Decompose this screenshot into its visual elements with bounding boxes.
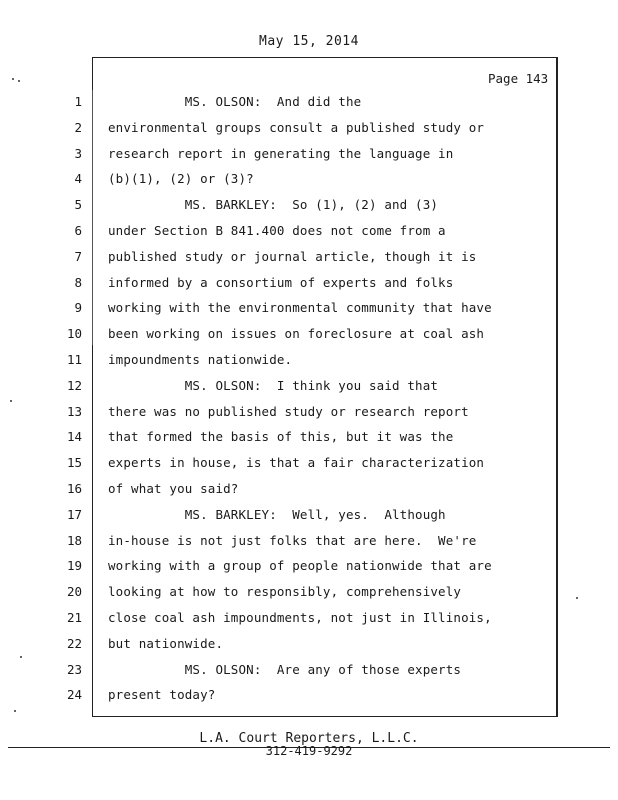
line-text: research report in generating the language in (108, 145, 454, 161)
line-text: environmental groups consult a published study or (108, 119, 485, 135)
line-text: MS. OLSON: Are any of those experts (108, 661, 462, 677)
line-number: 22 (66, 635, 82, 651)
line-number: 1 (74, 94, 82, 109)
line-number: 23 (66, 661, 82, 677)
line-number: 7 (74, 248, 82, 264)
line-number: 21 (66, 610, 82, 625)
line-text: (b)(1), (2) or (3)? (108, 171, 254, 187)
line-number: 3 (74, 145, 82, 161)
scan-speck (10, 400, 12, 402)
line-text: MS. OLSON: I think you said that (108, 377, 439, 393)
line-number: 20 (66, 584, 82, 600)
scan-speck (18, 80, 20, 82)
line-text: published study or journal article, though it is (108, 248, 477, 264)
scan-speck (14, 710, 16, 712)
line-text: looking at how to responsibly, comprehensively (108, 584, 462, 600)
line-text: experts in house, is that a fair characterization (108, 455, 485, 471)
line-text: MS. BARKLEY: Well, yes. Although (108, 506, 446, 522)
line-text: close coal ash impoundments, not just in Illinois, (108, 610, 492, 625)
line-number: 11 (66, 352, 82, 367)
line-text: been working on issues on foreclosure at coal ash (108, 326, 485, 342)
transcript-date: May 15, 2014 (259, 34, 359, 49)
scan-speck (576, 597, 578, 599)
line-number: 24 (66, 687, 82, 703)
line-number: 9 (74, 300, 82, 316)
line-text: but nationwide. (108, 635, 224, 651)
line-text: informed by a consortium of experts and folks (108, 274, 454, 290)
scan-speck (12, 78, 14, 80)
line-text: MS. BARKLEY: So (1), (2) and (3) (108, 197, 439, 213)
line-number: 8 (74, 274, 82, 290)
page-number-label: Page 143 (488, 71, 549, 86)
line-number: 13 (66, 403, 82, 419)
line-number: 16 (66, 481, 82, 496)
line-text: of what you said? (108, 481, 239, 496)
line-number: 19 (66, 558, 82, 574)
court-reporter-phone: 312-419-9292 (265, 744, 353, 758)
court-reporter-name: L.A. Court Reporters, L.L.C. (199, 731, 419, 746)
line-text: working with the environmental community that have (108, 300, 492, 316)
line-text: working with a group of people nationwide that are (108, 558, 492, 574)
line-number: 17 (66, 506, 82, 522)
line-number: 10 (66, 326, 82, 342)
line-text: there was no published study or research report (108, 403, 469, 419)
line-text: MS. OLSON: And did the (108, 94, 362, 109)
line-text: in-house is not just folks that are here. We're (108, 532, 477, 548)
line-number: 15 (66, 455, 82, 471)
left-margin-rule (92, 90, 93, 345)
line-number: 5 (74, 197, 82, 213)
line-number: 12 (66, 377, 82, 393)
line-number: 18 (66, 532, 82, 548)
line-text: impoundments nationwide. (108, 352, 293, 367)
line-text: that formed the basis of this, but it was the (108, 429, 454, 445)
line-number: 4 (74, 171, 82, 187)
line-number: 6 (74, 223, 82, 238)
line-text: present today? (108, 687, 216, 703)
line-number: 14 (66, 429, 82, 445)
line-number: 2 (74, 119, 82, 135)
line-text: under Section B 841.400 does not come from a (108, 223, 446, 238)
scan-speck (20, 656, 22, 658)
